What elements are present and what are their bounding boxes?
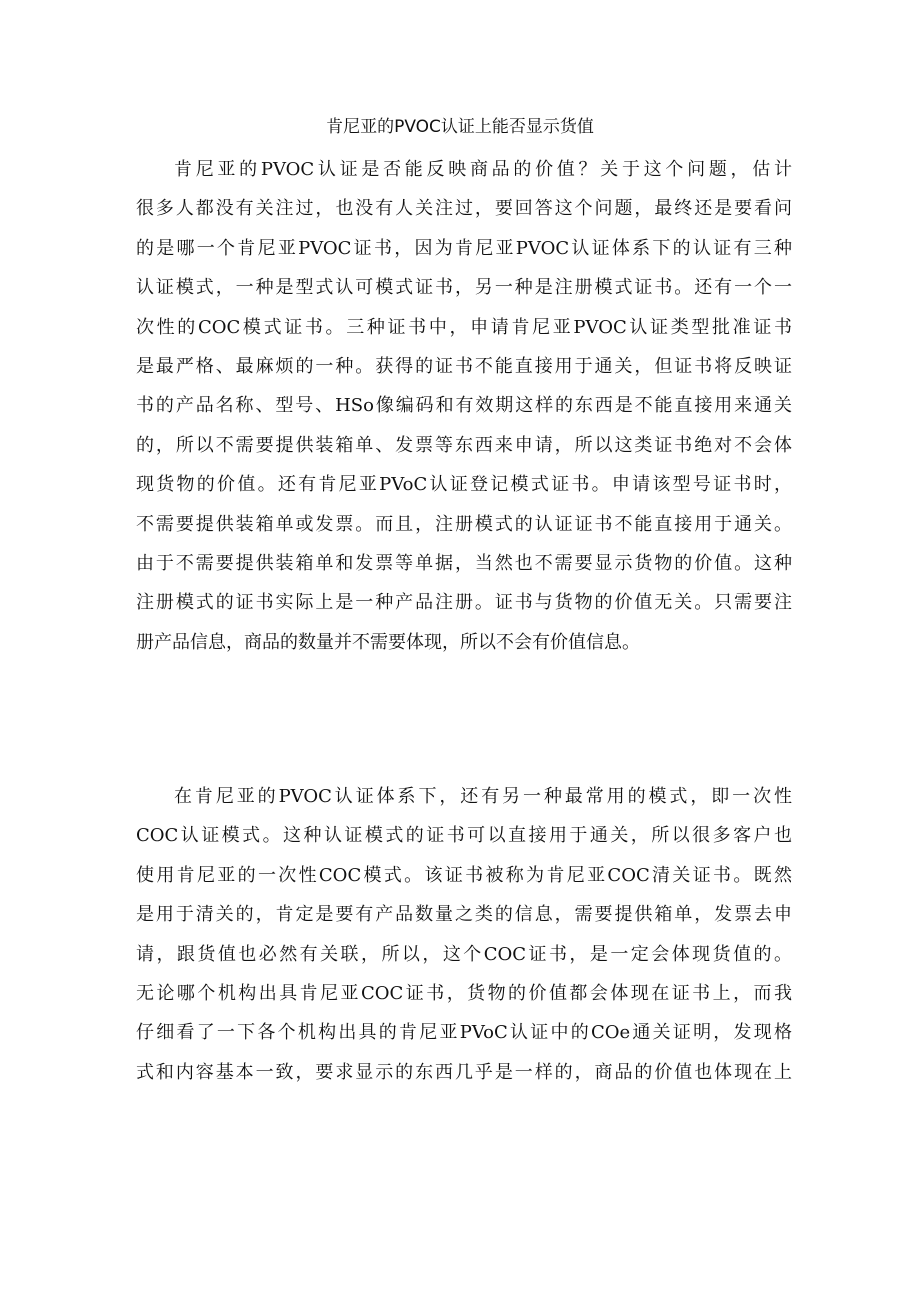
paragraph-line: 册产品信息，商品的数量并不需要体现，所以不会有价值信息。 bbox=[136, 631, 640, 653]
paragraph-line: 仔细看了一下各个机构出具的肯尼亚PVoC认证中的COe通关证明，发现格 bbox=[136, 1022, 792, 1044]
paragraph-2 bbox=[136, 777, 792, 1092]
paragraph-line: COC认证模式。这种认证模式的证书可以直接用于通关，所以很多客户也 bbox=[136, 825, 792, 847]
paragraph-line: 的，所以不需要提供装箱单、发票等东西来申请，所以这类证书绝对不会体 bbox=[136, 434, 792, 456]
paragraph-line: 注册模式的证书实际上是一种产品注册。证书与货物的价值无关。只需要注 bbox=[136, 592, 792, 614]
paragraph-line: 式和内容基本一致，要求显示的东西几乎是一样的，商品的价值也体现在上 bbox=[136, 1061, 792, 1083]
paragraph-line: 是最严格、最麻烦的一种。获得的证书不能直接用于通关，但证书将反映证 bbox=[136, 355, 792, 377]
paragraph-line: 请，跟货值也必然有关联，所以，这个COC证书，是一定会体现货值的。 bbox=[136, 943, 792, 965]
paragraph-line: 在肯尼亚的PVOC认证体系下，还有另一种最常用的模式，即一次性 bbox=[174, 786, 792, 807]
paragraph-line: 无论哪个机构出具肯尼亚COC证书，货物的价值都会体现在证书上，而我 bbox=[136, 982, 792, 1004]
paragraph-line: 是用于清关的，肯定是要有产品数量之类的信息，需要提供箱单，发票去申 bbox=[136, 904, 792, 926]
paragraph-line: 由于不需要提供装箱单和发票等单据，当然也不需要显示货物的价值。这种 bbox=[136, 552, 792, 574]
paragraph-line: 书的产品名称、型号、HSo像编码和有效期这样的东西是不能直接用来通关 bbox=[136, 395, 792, 417]
paragraph-line: 认证模式，一种是型式认可模式证书，另一种是注册模式证书。还有一个一 bbox=[136, 277, 792, 299]
paragraph-line: 次性的COC模式证书。三种证书中，申请肯尼亚PVOC认证类型批准证书 bbox=[136, 316, 792, 338]
document-title: 肯尼亚的PVOC认证上能否显示货值 bbox=[326, 117, 594, 137]
paragraph-line: 的是哪一个肯尼亚PVOC证书，因为肯尼亚PVOC认证体系下的认证有三种 bbox=[136, 237, 792, 259]
paragraph-line: 肯尼亚的PVOC认证是否能反映商品的价值？关于这个问题，估计 bbox=[174, 159, 792, 180]
paragraph-line: 使用肯尼亚的一次性COC模式。该证书被称为肯尼亚COC清关证书。既然 bbox=[136, 864, 792, 886]
paragraph-1 bbox=[136, 150, 792, 662]
paragraph-line: 现货物的价值。还有肯尼亚PVoC认证登记模式证书。申请该型号证书时， bbox=[136, 474, 792, 496]
paragraph-line: 不需要提供装箱单或发票。而且，注册模式的认证证书不能直接用于通关。 bbox=[136, 513, 792, 535]
paragraph-line: 很多人都没有关注过，也没有人关注过，要回答这个问题，最终还是要看问 bbox=[136, 198, 792, 220]
